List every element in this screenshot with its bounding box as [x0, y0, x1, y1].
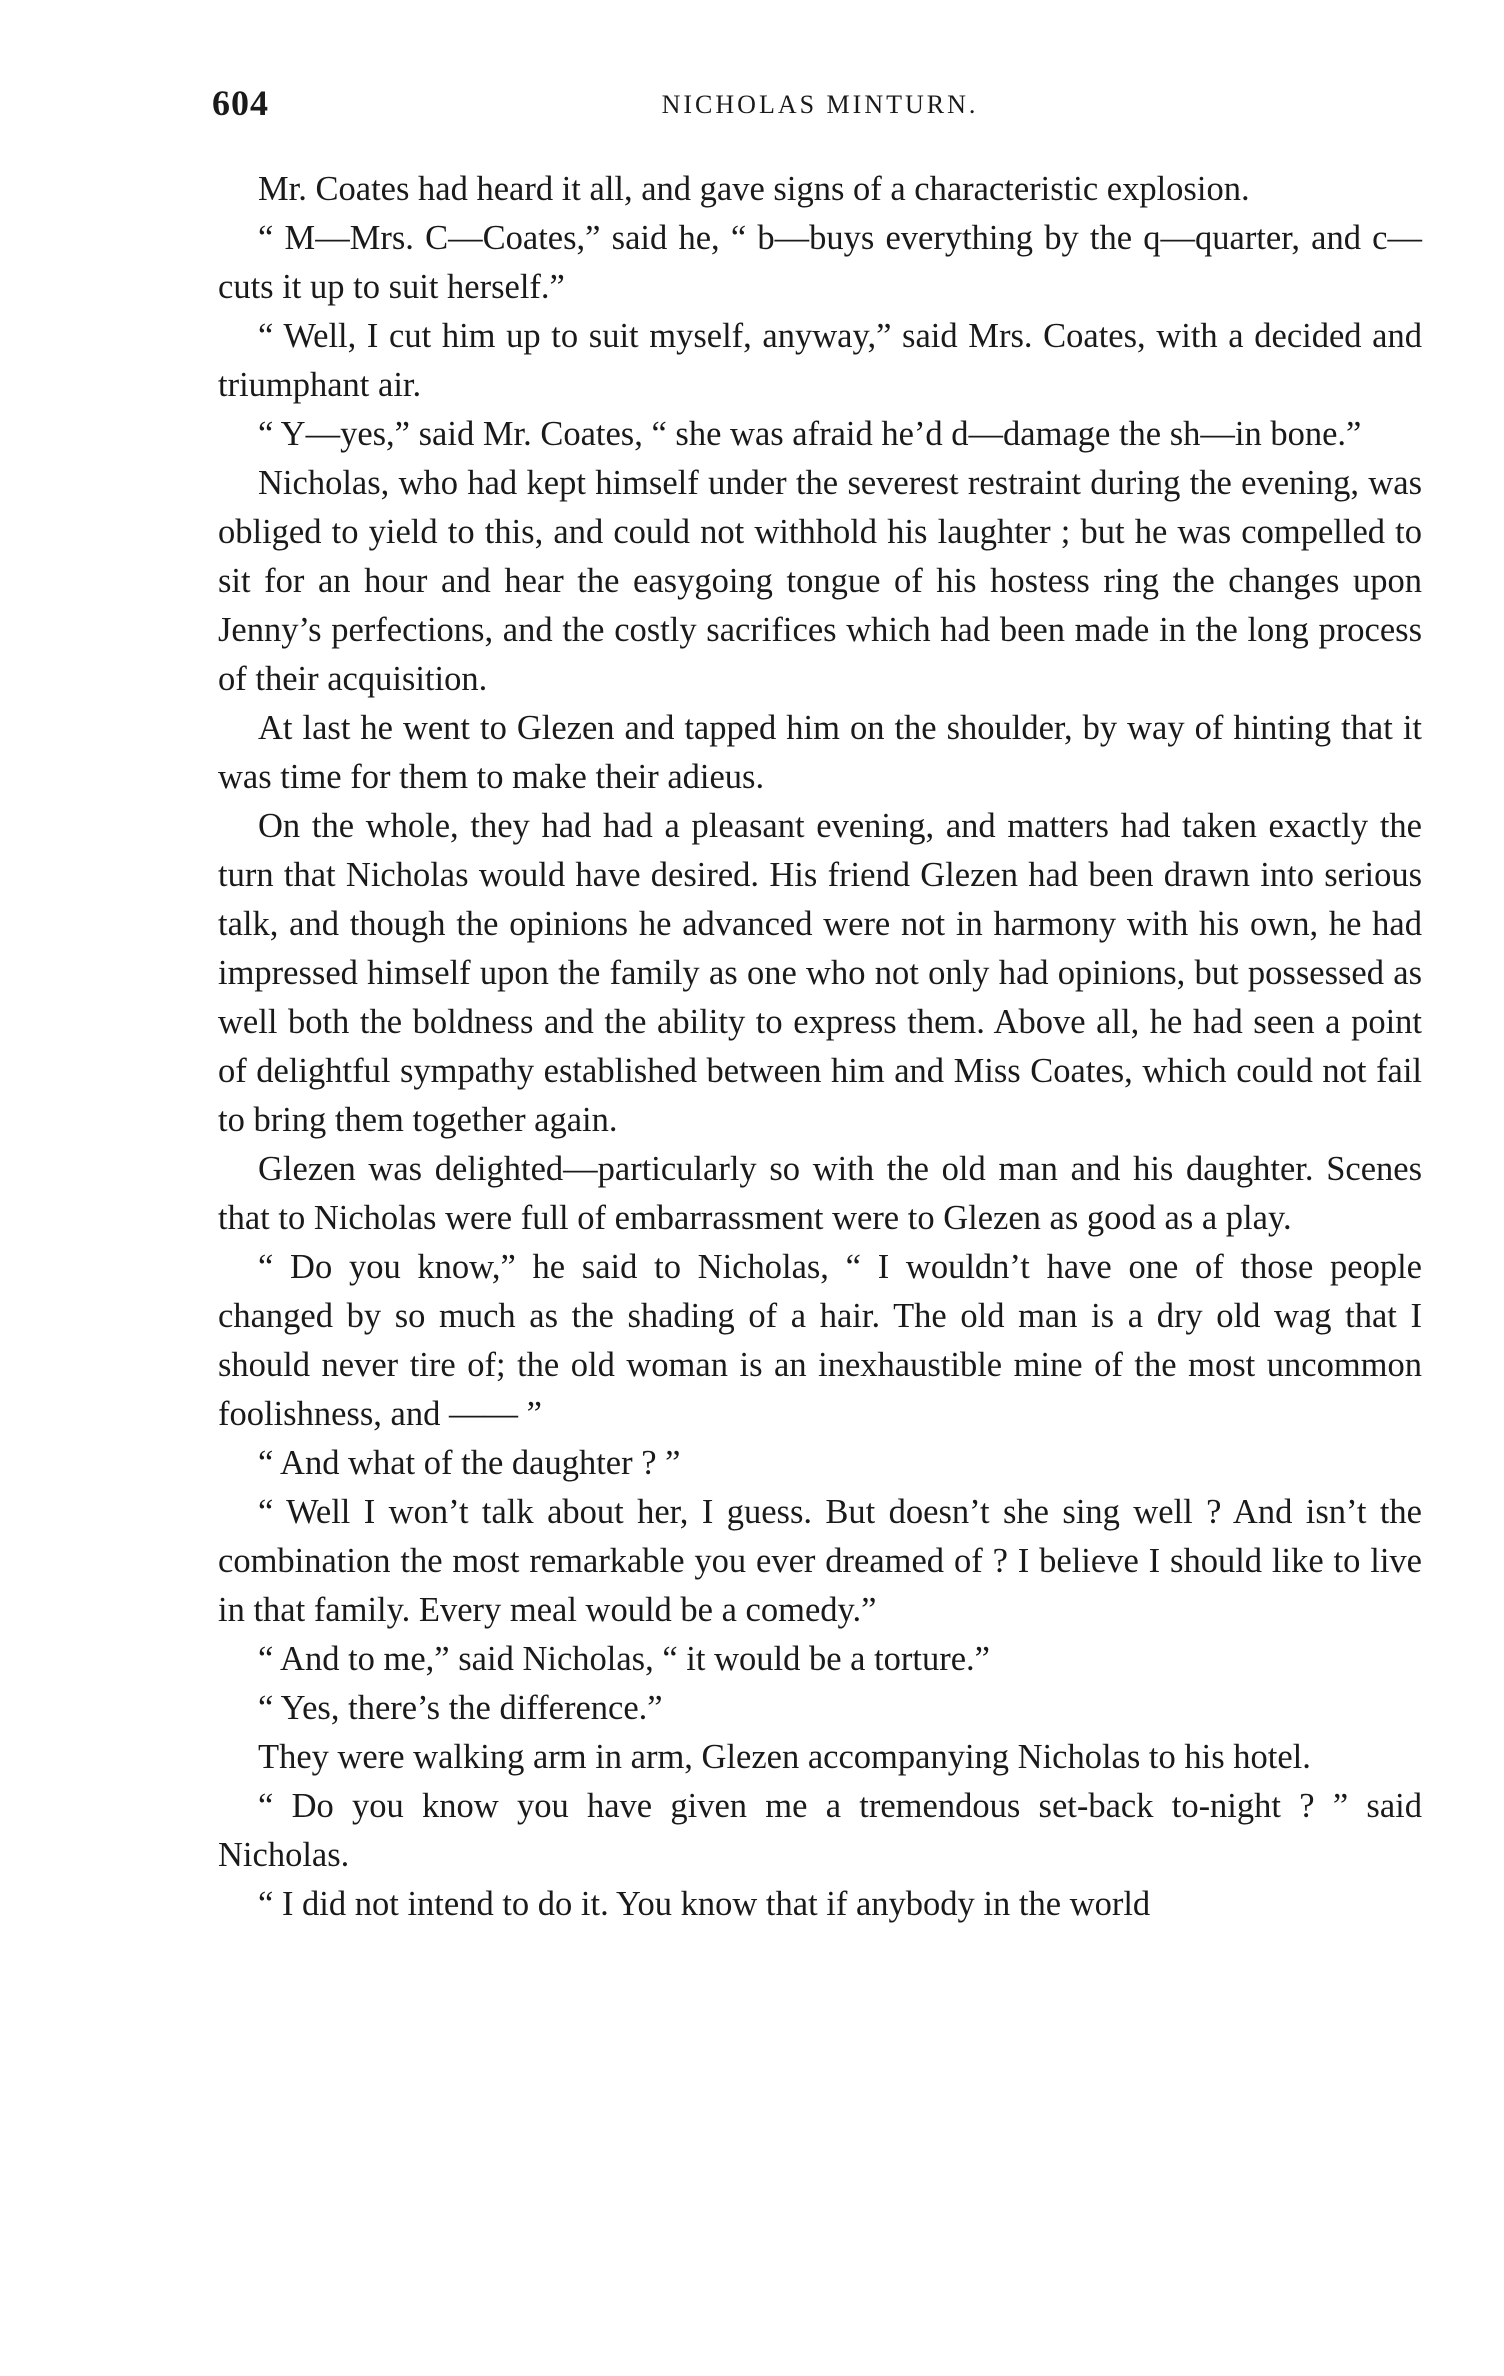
paragraph: “ Do you know you have given me a tremendous set-back to-night ? ” said Nicholas. — [218, 1787, 1422, 1874]
running-title: NICHOLAS MINTURN. — [661, 90, 979, 119]
paragraph: “ Yes, there’s the difference.” — [258, 1689, 663, 1727]
page-number: 604 — [212, 83, 269, 123]
body-text — [218, 165, 1422, 1929]
paragraph: “ Well I won’t talk about her, I guess. But doesn’t she sing well ? And isn’t the combination the most remarkable you ever dreamed of ? I believe I should like to live in that family. Every meal would be a comedy.” — [218, 1493, 1422, 1629]
paragraph: “ And what of the daughter ? ” — [258, 1444, 681, 1482]
paragraph: “ Well, I cut him up to suit myself, anyway,” said Mrs. Coates, with a decided and triumphant air. — [218, 317, 1422, 404]
paragraph: “ And to me,” said Nicholas, “ it would be a torture.” — [258, 1640, 990, 1678]
running-head — [212, 82, 1428, 132]
paragraph: Glezen was delighted—particularly so with the old man and his daughter. Scenes that to Nicholas were full of embarrassment were to Glezen as good as a play. — [218, 1150, 1422, 1237]
paragraph: “ Do you know,” he said to Nicholas, “ I wouldn’t have one of those people changed by so much as the shading of a hair. The old man is a dry old wag that I should never tire of; the old woman is an inexhaustible mine of the most uncommon foolishness, and —— ” — [218, 1248, 1422, 1433]
paragraph: They were walking arm in arm, Glezen accompanying Nicholas to his hotel. — [258, 1738, 1311, 1776]
paragraph: At last he went to Glezen and tapped him on the shoulder, by way of hinting that it was time for them to make their adieus. — [218, 709, 1422, 796]
paragraph: Mr. Coates had heard it all, and gave signs of a characteristic explosion. — [258, 170, 1250, 208]
paragraph: On the whole, they had had a pleasant evening, and matters had taken exactly the turn that Nicholas would have desired. His friend Glezen had been drawn into serious talk, and though the opinions he advanced were not in harmony with his own, he had impressed himself upon the family as one who not only had opinions, but possessed as well both the boldness and the ability to express them. Above all, he had seen a point of delightful sympathy established between him and Miss Coates, which could not fail to bring them together again. — [218, 807, 1422, 1139]
paragraph: “ M—Mrs. C—Coates,” said he, “ b—buys everything by the q—quarter, and c—cuts it up to suit herself.” — [218, 219, 1422, 306]
paragraph: Nicholas, who had kept himself under the severest restraint during the evening, was obliged to yield to this, and could not withhold his laughter ; but he was compelled to sit for an hour and hear the easygoing tongue of his hostess ring the changes upon Jenny’s perfections, and the costly sacrifices which had been made in the long process of their acquisition. — [218, 464, 1422, 698]
paragraph: “ Y—yes,” said Mr. Coates, “ she was afraid he’d d—damage the sh—in bone.” — [258, 415, 1362, 453]
paragraph: “ I did not intend to do it. You know that if anybody in the world — [258, 1885, 1151, 1923]
